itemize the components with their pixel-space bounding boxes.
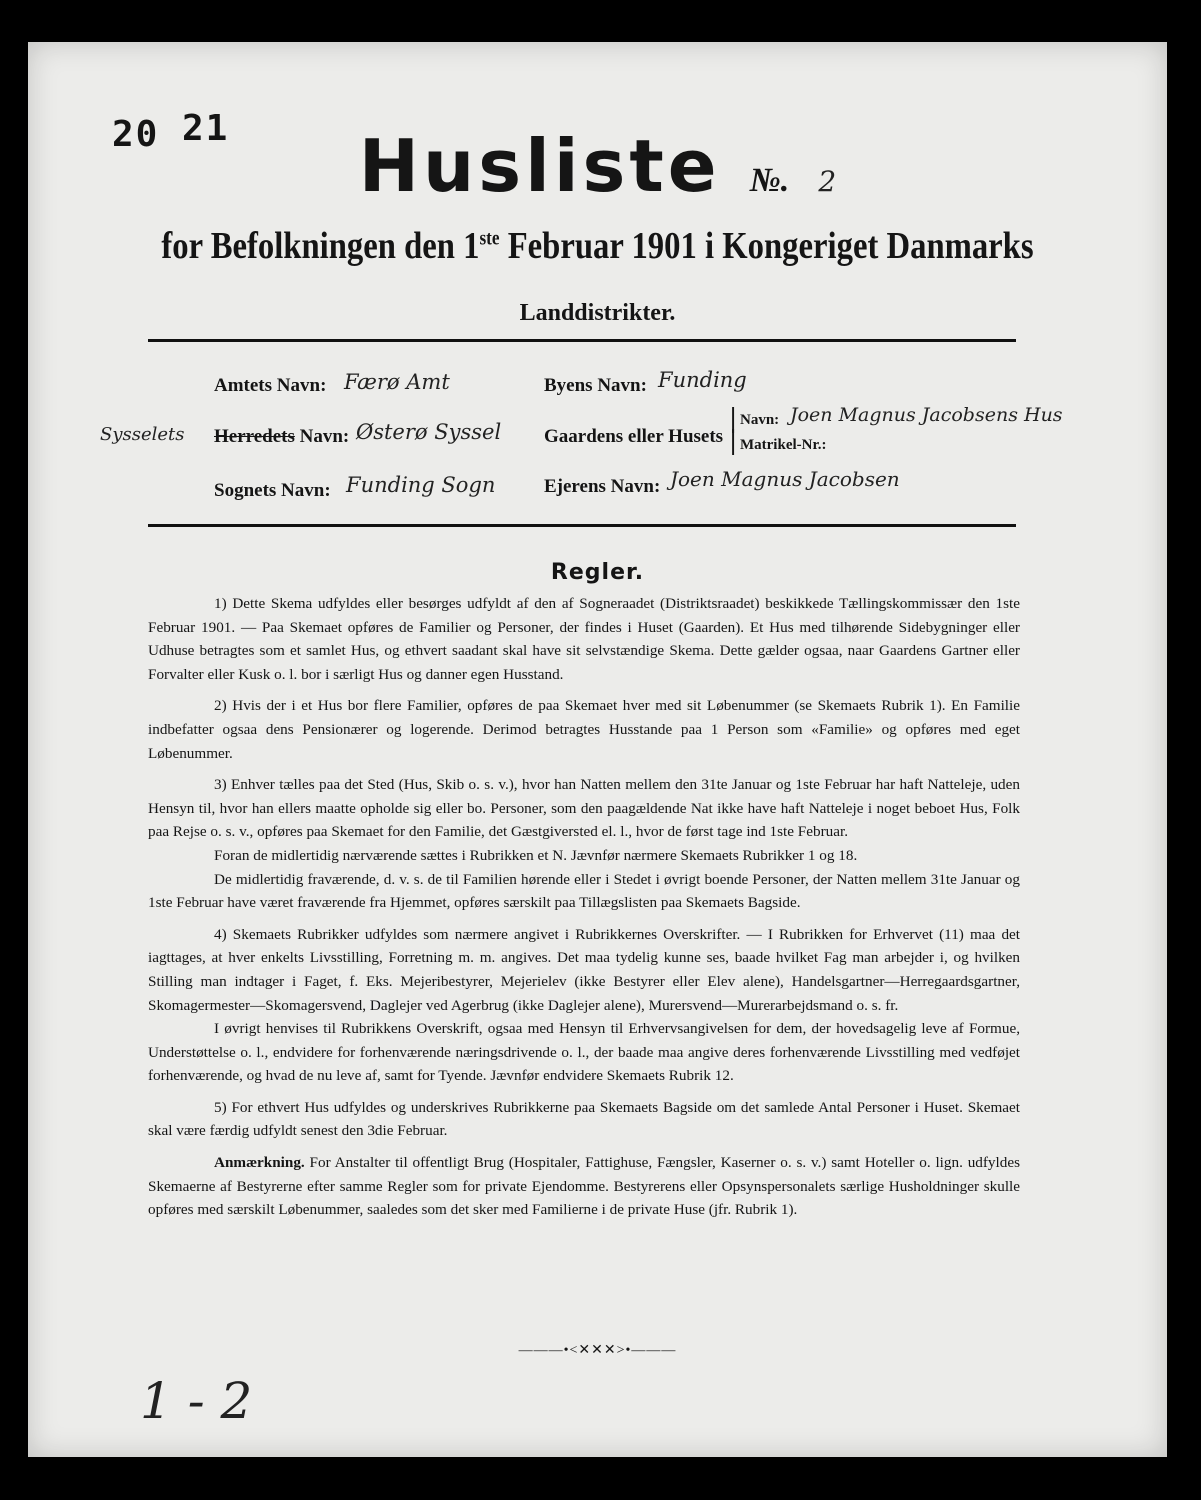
rule-3c-text: De midlertidig fraværende, d. v. s. de til Familien hørende eller i Stedet i øvrigt boende Personer, der Natten mellem 31te Januar og 1ste Februar have været fraværende fra Hjemmet, opføres særskilt paa Tillægslisten paa Skemaets Bagside.: [148, 870, 1020, 912]
bottom-handwritten-note: 1 - 2: [140, 1372, 253, 1430]
gaard-label: Gaardens eller Husets: [544, 426, 724, 447]
by-value: Funding: [658, 368, 747, 392]
archive-stamp-left: 20: [112, 114, 160, 155]
sogn-value: Funding Sogn: [346, 473, 496, 497]
top-rule: [148, 339, 1016, 342]
annotation-note: [148, 1151, 1020, 1222]
rule-1: [148, 592, 1020, 686]
gaard-brace: | |: [730, 403, 737, 456]
subtitle-part-b: Februar 1901 i Kongeriget Danmarks: [499, 225, 1034, 267]
amt-label: Amtets Navn:: [214, 375, 327, 396]
page-title: [28, 124, 1167, 208]
herred-value: Østerø Syssel: [356, 420, 502, 444]
herred-label-struck: Herredets: [214, 426, 295, 447]
rules-body: [148, 592, 1020, 1222]
navn-label: Navn:: [740, 412, 780, 428]
rule-4b-text: I øvrigt henvises til Rubrikkens Overskrift, ogsaa med Hensyn til Erhvervsangivelsen for dem, der hovedsagelig leve af Formue, Understøttelse o. l., endvidere for forhenværende næringsdrivende o. l., der baade maa angive deres forhenværende Livsstilling med vedføjet forhenværende, og hvad de nu leve af, samt for Tyende. Jævnfør endvidere Skemaets Rubrik 12.: [148, 1020, 1020, 1085]
rule-4: [148, 923, 1020, 1017]
ejer-value: Joen Magnus Jacobsen: [670, 467, 900, 491]
rule-3b-text: Foran de midlertidig nærværende sættes i Rubrikken et N. Jævnfør nærmere Skemaets Rubrikker 1 og 18.: [214, 846, 858, 864]
herred-label-rest: Navn:: [294, 426, 350, 447]
archive-stamp-right: 21: [182, 108, 230, 149]
mid-rule: [148, 524, 1016, 527]
subtitle: [108, 224, 1088, 268]
annotation-label: Anmærkning.: [214, 1154, 305, 1172]
amt-value: Færø Amt: [344, 370, 450, 394]
rule-4-text: 4) Skemaets Rubrikker udfyldes som nærmere angivet i Rubrikkernes Overskrifter. — I Rubrikken for Erhvervet (11) maa det iagttages, at hver enkelts Livsstilling, Forretning m. m. angives. Det maa tydelig kunne ses, baade hvilket Fag man arbejder i, og hvilken Stilling man indtager i Faget, f. Eks. Mejeribestyrer, Mejerielev (ikke Bestyrer eller Elev alene), Handelsgartner—Herregaardsgartner, Skomagermester—Skomagersvend, Daglejer ved Agerbrug (ikke Daglejer alene), Murersvend—Murerarbejdsmand o. s. fr.: [148, 925, 1020, 1014]
syssel-note: Sysselets: [100, 424, 185, 445]
annotation-text: For Anstalter til offentligt Brug (Hospitaler, Fattighuse, Fængsler, Kaserner o. s. v.) samt Hoteller o. lign. udfyldes Skemaerne af Bestyrerne efter samme Regler som for private Ejendomme. Bestyrerens eller Opsynspersonalets særlige Husholdninger skulle opføres med særskilt Løbenummer, saaledes som det sker med Familierne i de private Huse (jfr. Rubrik 1).: [148, 1154, 1020, 1219]
navn-value: Joen Magnus Jacobsens Hus: [790, 404, 1063, 426]
title-text: Husliste: [358, 124, 721, 208]
herred-label: [214, 426, 349, 448]
rule-2: [148, 694, 1020, 765]
rule-3: [148, 773, 1020, 844]
ornament-divider: ———•<✕✕✕>•———: [518, 1343, 677, 1358]
list-number: 2: [818, 165, 837, 198]
by-label: Byens Navn:: [544, 375, 647, 396]
rule-3-text: 3) Enhver tælles paa det Sted (Hus, Skib o. s. v.), hvor han Natten mellem den 31te Januar og 1ste Februar har haft Natteleje, uden Hensyn til, hvor han ellers maatte opholde sig eller bo. Personer, som den paagældende Nat ikke have haft Natteleje i noget beboet Hus, Folk paa Rejse o. s. v., opføres paa Skemaet for den Familie, det Gæstgiversted el. l., hvor de først tage ind 1ste Februar.: [148, 776, 1020, 841]
rule-2-text: 2) Hvis der i et Hus bor flere Familier, opføres de paa Skemaet hver med sit Løbenummer (se Skemaets Rubrik 1). En Familie indbefatter ogsaa dens Pensionærer og logerende. Derimod betragtes Husstande paa 1 Person som «Familie» og opføres med eget Løbenummer.: [148, 697, 1020, 762]
sogn-label: Sognets Navn:: [214, 480, 331, 501]
rules-heading: Regler.: [550, 560, 645, 585]
rule-1-text: 1) Dette Skema udfyldes eller besørges udfyldt af den af Sogneraadet (Distriktsraadet) beskikkede Tællingskommissær den 1ste Februar 1901. — Paa Skemaet opføres de Familier og Personer, der findes i Huset (Gaarden). Et Hus med tilhørende Sidebygninger eller Udhuse betragtes som et samlet Hus, og ethvert saadant skal have sit selvstændige Skema. Dette gælder ogsaa, naar Gaardens Gartner eller Forvalter eller Kusk o. l. bor i særligt Hus og danner egen Husstand.: [148, 595, 1020, 683]
ejer-label: Ejerens Navn:: [544, 476, 661, 497]
subtitle-sup: ste: [479, 227, 500, 250]
rule-4b: [148, 1017, 1020, 1088]
subtitle-part-a: for Befolkningen den 1: [161, 225, 480, 267]
district-type: Landdistrikter.: [519, 300, 676, 326]
rule-5-text: 5) For ethvert Hus udfyldes og underskrives Rubrikkerne paa Skemaets Bagside om det samlede Antal Personer i Huset. Skemaet skal være færdig udfyldt senest den 3die Februar.: [148, 1098, 1020, 1140]
number-mark: №.: [749, 162, 790, 199]
rule-3c: [148, 868, 1020, 915]
census-form-page: [28, 42, 1167, 1457]
matrikel-label: Matrikel-Nr.:: [740, 437, 827, 453]
rule-5: [148, 1096, 1020, 1143]
rule-3b: [148, 844, 1020, 868]
